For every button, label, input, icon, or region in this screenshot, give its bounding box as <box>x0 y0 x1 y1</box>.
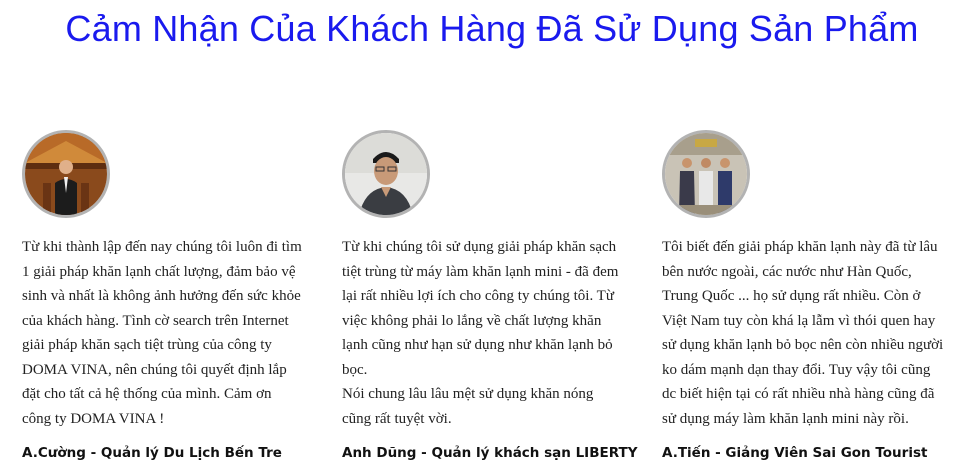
testimonial-card <box>342 130 642 461</box>
testimonial-quote: Từ khi chúng tôi sử dụng giải pháp khăn sạch tiệt trùng từ máy làm khăn lạnh mini - đã đem lại rất nhiều lợi ích cho công ty chúng tôi. Từ việc không phải lo lắng về chất lượng khăn lạnh cũng như hạn sử dụng như khăn lạnh bỏ bọc. Nói chung lâu lâu mệt sử dụng khăn nóng cũng rất tuyệt vời. <box>342 239 619 427</box>
testimonial-card <box>22 130 322 461</box>
testimonial-author: A.Cường - Quản lý Du Lịch Bến Tre <box>22 445 282 461</box>
testimonial-author: A.Tiến - Giảng Viên Sai Gon Tourist <box>662 445 928 461</box>
avatar <box>342 130 430 218</box>
testimonial-author: Anh Dũng - Quản lý khách sạn LIBERTY <box>342 445 638 461</box>
avatar <box>22 130 110 218</box>
testimonial-quote: Từ khi thành lập đến nay chúng tôi luôn đi tìm 1 giải pháp khăn lạnh chất lượng, đảm bảo vệ sinh và nhất là không ảnh hưởng đến sức khỏe của khách hàng. Tình cờ search trên Internet giải pháp khăn sạch tiệt trùng của công ty DOMA VINA, nên chúng tôi quyết định lắp đặt cho tất cả hệ thống của mình. Cảm ơn công ty DOMA VINA ! <box>22 239 302 427</box>
avatar <box>662 130 750 218</box>
page-title: Cảm Nhận Của Khách Hàng Đã Sử Dụng Sản Phẩm <box>65 8 919 49</box>
testimonial-card <box>662 130 962 461</box>
testimonial-quote: Tôi biết đến giải pháp khăn lạnh này đã từ lâu bên nước ngoài, các nước như Hàn Quốc, Trung Quốc ... họ sử dụng rất nhiều. Còn ở Việt Nam tuy còn khá lạ lẫm vì thói quen hay sử dụng khăn lạnh bỏ bọc nên còn nhiều người ko dám mạnh dạn thay đổi. Tuy vậy tôi cũng dc biết hiện tại có rất nhiều nhà hàng cũng đã sử dụng máy làm khăn lạnh mini này rồi. <box>662 239 944 427</box>
